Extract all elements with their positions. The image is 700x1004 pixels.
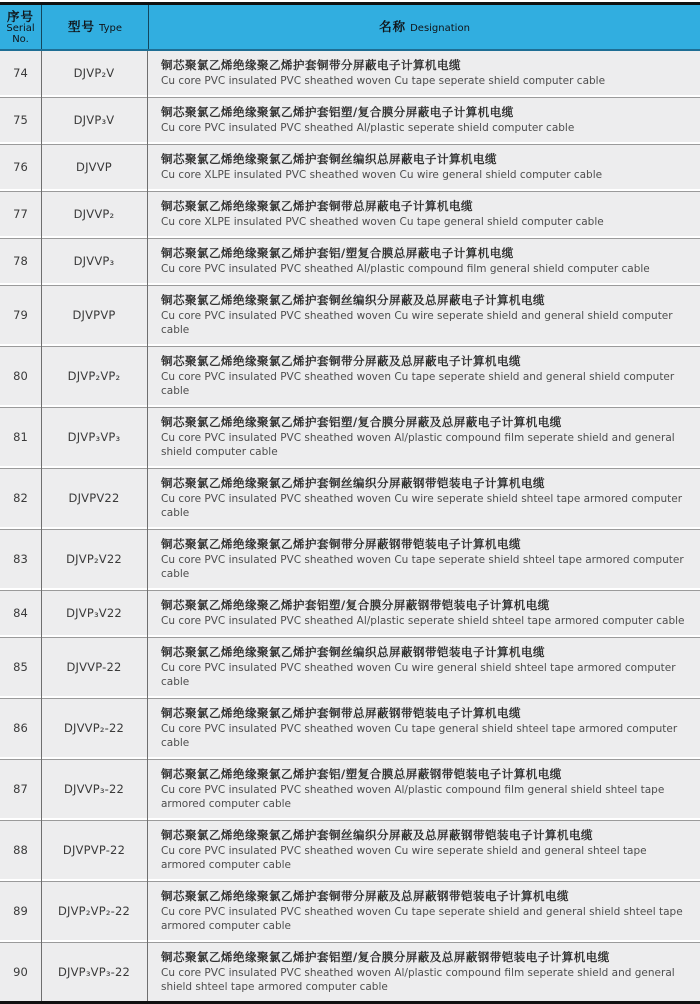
table-row — [0, 285, 700, 344]
designation-cell — [147, 98, 700, 142]
designation-en: Cu core PVC insulated PVC sheathed woven Cu tape general shield shteel tape armored computer cable — [161, 723, 678, 749]
designation-zh: 铜芯聚氯乙烯绝缘聚氯乙烯护套铜丝编织分屏蔽及总屏蔽电子计算机电缆 — [161, 293, 545, 307]
header-designation-en: Designation — [410, 23, 470, 34]
designation-en: Cu core PVC insulated PVC sheathed woven Al/plastic compound film seperate shield and general shield computer cable — [161, 432, 675, 458]
designation-en: Cu core XLPE insulated PVC sheathed woven Cu tape general shield computer cable — [161, 216, 604, 228]
table-row — [0, 144, 700, 189]
designation-en: Cu core PVC insulated PVC sheathed woven Cu tape seperate shield and general shield shteel tape armored computer cable — [161, 906, 683, 932]
designation-en: Cu core PVC insulated PVC sheathed woven Cu wire seperate shield and general shield computer cable — [161, 310, 673, 336]
table-row — [0, 407, 700, 466]
type-cell: DJVP₂V — [73, 66, 115, 80]
serial-cell: 75 — [13, 113, 28, 127]
designation-zh: 铜芯聚氯乙烯绝缘聚乙烯护套铝塑/复合膜分屏蔽钢带铠装电子计算机电缆 — [161, 598, 550, 612]
serial-cell: 84 — [13, 606, 28, 620]
designation-en: Cu core PVC insulated PVC sheathed woven Al/plastic compound film seperate shield and general shield shteel tape armored computer cable — [161, 967, 675, 993]
type-cell: DJVP₂VP₂ — [67, 369, 121, 383]
designation-en: Cu core PVC insulated PVC sheathed woven Al/plastic compound film general shield shteel tape armored computer cable — [161, 784, 665, 810]
type-cell: DJVP₂VP₂-22 — [57, 904, 131, 918]
header-type-zh: 型号 — [68, 19, 96, 34]
designation-en: Cu core PVC insulated PVC sheathed Al/plastic seperate shield shteel tape armored computer cable — [161, 615, 685, 627]
table-row — [0, 346, 700, 405]
type-cell: DJVP₃V22 — [66, 606, 122, 620]
designation-en: Cu core PVC insulated PVC sheathed Al/plastic compound film general shield computer cable — [161, 263, 650, 275]
designation-zh: 铜芯聚氯乙烯绝缘聚氯乙烯护套铜丝编织总屏蔽电子计算机电缆 — [161, 152, 497, 166]
designation-cell — [147, 943, 700, 1001]
type-cell: DJVP₃VP₃-22 — [57, 965, 131, 979]
designation-zh: 铜芯聚氯乙烯绝缘聚氯乙烯护套铝/塑复合膜总屏蔽电子计算机电缆 — [161, 246, 514, 260]
type-cell: DJVPVP — [72, 308, 116, 322]
serial-cell: 78 — [13, 254, 28, 268]
column-divider-1 — [41, 51, 42, 1001]
serial-cell: 89 — [13, 904, 28, 918]
table-row — [0, 191, 700, 236]
designation-en: Cu core PVC insulated PVC sheathed woven Cu wire seperate shield shteel tape armored computer cable — [161, 493, 683, 519]
designation-zh: 铜芯聚氯乙烯绝缘聚氯乙烯护套铜丝编织总屏蔽钢带铠装电子计算机电缆 — [161, 645, 545, 659]
designation-zh: 铜芯聚氯乙烯绝缘聚氯乙烯护套铜带总屏蔽钢带铠装电子计算机电缆 — [161, 706, 521, 720]
designation-cell — [147, 51, 700, 95]
header-serial-no — [0, 5, 42, 49]
type-cell: DJVVP₂ — [73, 207, 115, 221]
table-row — [0, 698, 700, 757]
designation-zh: 铜芯聚氯乙烯绝缘聚氯乙烯护套铜带总屏蔽电子计算机电缆 — [161, 199, 473, 213]
designation-zh: 铜芯聚氯乙烯绝缘聚氯乙烯护套铜丝编织分屏蔽及总屏蔽钢带铠装电子计算机电缆 — [161, 828, 593, 842]
serial-cell: 76 — [13, 160, 28, 174]
designation-cell — [147, 145, 700, 189]
designation-en: Cu core PVC insulated PVC sheathed Al/plastic seperate shield computer cable — [161, 122, 575, 134]
table-row — [0, 759, 700, 818]
table-header-row — [0, 5, 700, 51]
type-cell: DJVVP₂-22 — [63, 721, 125, 735]
serial-cell: 77 — [13, 207, 28, 221]
designation-cell — [147, 699, 700, 757]
designation-cell — [147, 239, 700, 283]
serial-cell: 80 — [13, 369, 28, 383]
designation-zh: 铜芯聚氯乙烯绝缘聚氯乙烯护套铝塑/复合膜分屏蔽及总屏蔽钢带铠装电子计算机电缆 — [161, 950, 610, 964]
designation-zh: 铜芯聚氯乙烯绝缘聚氯乙烯护套铜丝编织分屏蔽钢带铠装电子计算机电缆 — [161, 476, 545, 490]
table-row — [0, 238, 700, 283]
table-row — [0, 51, 700, 95]
designation-zh: 铜芯聚氯乙烯绝缘聚氯乙烯护套铝塑/复合膜分屏蔽电子计算机电缆 — [161, 105, 514, 119]
table-row — [0, 820, 700, 879]
serial-cell: 79 — [13, 308, 28, 322]
designation-en: Cu core PVC insulated PVC sheathed woven Cu wire seperate shield and general shteel tape armored computer cable — [161, 845, 647, 871]
header-type — [42, 5, 149, 49]
type-cell: DJVP₃VP₃ — [67, 430, 121, 444]
designation-en: Cu core PVC insulated PVC sheathed woven Cu tape seperate shield computer cable — [161, 75, 606, 87]
table-row — [0, 881, 700, 940]
designation-cell — [147, 408, 700, 466]
table-row — [0, 942, 700, 1001]
designation-cell — [147, 821, 700, 879]
header-serial-en1: Serial — [6, 22, 35, 34]
designation-cell — [147, 347, 700, 405]
type-cell: DJVVP₃ — [73, 254, 115, 268]
designation-cell — [147, 638, 700, 696]
serial-cell: 88 — [13, 843, 28, 857]
designation-zh: 铜芯聚氯乙烯绝缘聚氯乙烯护套铜带分屏蔽及总屏蔽电子计算机电缆 — [161, 354, 521, 368]
cable-catalog-page — [0, 2, 700, 1004]
serial-cell: 81 — [13, 430, 28, 444]
designation-cell — [147, 286, 700, 344]
designation-en: Cu core PVC insulated PVC sheathed woven Cu tape seperate shield shteel tape armored computer cable — [161, 554, 684, 580]
serial-cell: 87 — [13, 782, 28, 796]
type-cell: DJVPV22 — [68, 491, 120, 505]
designation-cell — [147, 192, 700, 236]
serial-cell: 90 — [13, 965, 28, 979]
type-cell: DJVVP-22 — [66, 660, 122, 674]
type-cell: DJVP₂V22 — [66, 552, 122, 566]
serial-cell: 82 — [13, 491, 28, 505]
designation-zh: 铜芯聚氯乙烯绝缘聚氯乙烯护套铜带分屏蔽钢带铠装电子计算机电缆 — [161, 537, 521, 551]
header-serial-en2: No. — [12, 33, 29, 45]
type-cell: DJVVP₃-22 — [63, 782, 125, 796]
designation-cell — [147, 882, 700, 940]
header-type-en: Type — [99, 23, 122, 34]
designation-zh: 铜芯聚氯乙烯绝缘聚氯乙烯护套铝塑/复合膜分屏蔽及总屏蔽电子计算机电缆 — [161, 415, 562, 429]
designation-zh: 铜芯聚氯乙烯绝缘聚氯乙烯护套铜带分屏蔽及总屏蔽钢带铠装电子计算机电缆 — [161, 889, 569, 903]
table-row — [0, 590, 700, 635]
table-row — [0, 468, 700, 527]
designation-cell — [147, 591, 700, 635]
header-serial-zh: 序号 — [6, 8, 34, 24]
designation-cell — [147, 530, 700, 588]
header-designation — [149, 5, 700, 49]
serial-cell: 83 — [13, 552, 28, 566]
designation-en: Cu core PVC insulated PVC sheathed woven Cu wire general shield shteel tape armored computer cable — [161, 662, 676, 688]
designation-zh: 铜芯聚氯乙烯绝缘聚氯乙烯护套铝/塑复合膜总屏蔽钢带铠装电子计算机电缆 — [161, 767, 562, 781]
designation-cell — [147, 469, 700, 527]
type-cell: DJVPVP-22 — [62, 843, 126, 857]
type-cell: DJVVP — [76, 160, 112, 174]
column-divider-2 — [147, 51, 148, 1001]
serial-cell: 85 — [13, 660, 28, 674]
table-row — [0, 529, 700, 588]
type-cell: DJVP₃V — [73, 113, 115, 127]
designation-en: Cu core PVC insulated PVC sheathed woven Cu tape seperate shield and general shield computer cable — [161, 371, 675, 397]
serial-cell: 86 — [13, 721, 28, 735]
table-row — [0, 97, 700, 142]
designation-zh: 铜芯聚氯乙烯绝缘聚乙烯护套铜带分屏蔽电子计算机电缆 — [161, 58, 461, 72]
designation-en: Cu core XLPE insulated PVC sheathed woven Cu wire general shield computer cable — [161, 169, 603, 181]
header-designation-zh: 名称 — [379, 19, 407, 34]
table-row — [0, 637, 700, 696]
serial-cell: 74 — [13, 66, 28, 80]
table-body — [0, 51, 700, 1001]
designation-cell — [147, 760, 700, 818]
